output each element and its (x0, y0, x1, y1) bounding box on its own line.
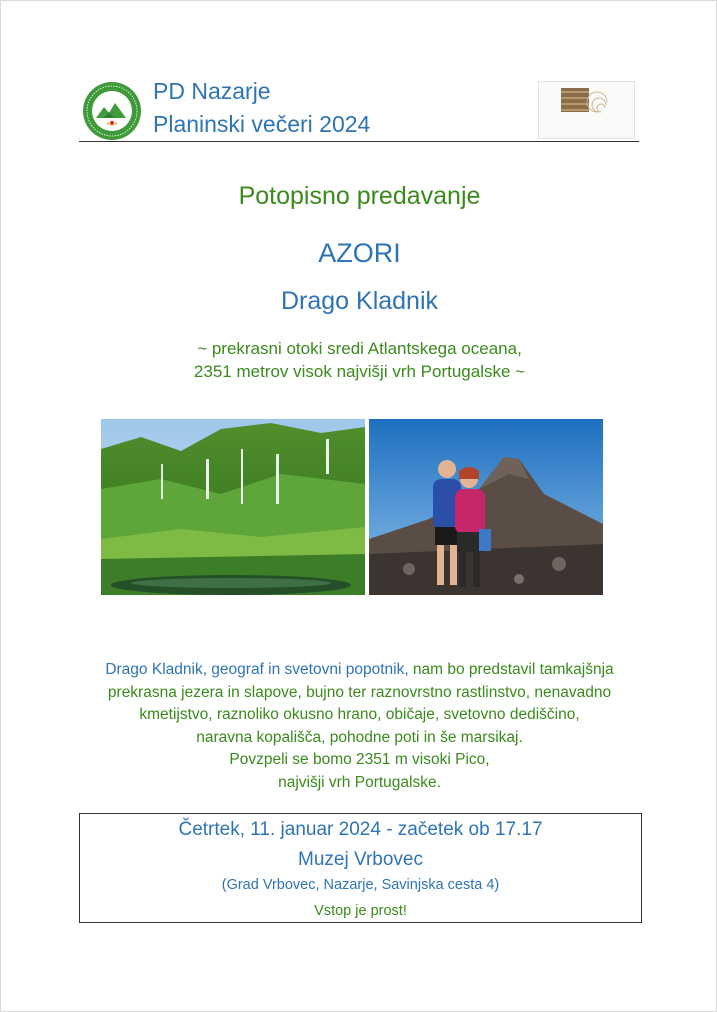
event-address: (Grad Vrbovec, Nazarje, Savinjska cesta 4) (221, 877, 500, 893)
lecture-type: Potopisno predavanje (238, 182, 481, 210)
muzej-vrbovec-logo (538, 81, 635, 139)
desc-line-3: kmetijstvo, raznoliko okusno hrano, običaje, svetovno dediščino, (139, 706, 580, 724)
tagline-line-1: ~ prekrasni otoki sredi Atlantskega oceana, (197, 339, 522, 358)
event-info-box (79, 813, 642, 923)
desc-line-4: naravna kopališča, pohodne poti in še marsikaj. (196, 728, 523, 746)
event-venue: Muzej Vrbovec (298, 849, 423, 870)
desc-line-1 (1, 659, 717, 682)
waterfalls-photo (101, 419, 365, 595)
series-name: Planinski večeri 2024 (153, 111, 371, 137)
header-title-block (153, 75, 370, 141)
tagline-line-2: 2351 metrov visok najvišji vrh Portugalske ~ (193, 362, 526, 381)
pd-nazarje-logo (82, 81, 142, 141)
lecture-description (1, 659, 717, 795)
event-date-time: Četrtek, 11. januar 2024 - začetek ob 17.17 (178, 819, 543, 840)
desc-line-1-rest: nam bo predstavil tamkajšnja (408, 661, 614, 678)
muzej-logo-graphic (539, 82, 634, 138)
pico-couple-photo (369, 419, 603, 595)
tagline (1, 337, 717, 383)
header-divider (79, 141, 639, 142)
desc-line-2: prekrasna jezera in slapove, bujno ter raznovrstno rastlinstvo, nenavadno (107, 683, 612, 701)
desc-lead: Drago Kladnik, geograf in svetovni popotnik, (105, 661, 409, 678)
event-entry: Vstop je prost! (314, 903, 407, 919)
desc-line-6: najvišji vrh Portugalske. (278, 773, 441, 791)
org-name: PD Nazarje (153, 78, 271, 104)
speaker-name: Drago Kladnik (280, 287, 439, 315)
desc-line-5: Povzpeli se bomo 2351 m visoki Pico, (229, 751, 490, 769)
lecture-title: AZORI (318, 238, 401, 268)
